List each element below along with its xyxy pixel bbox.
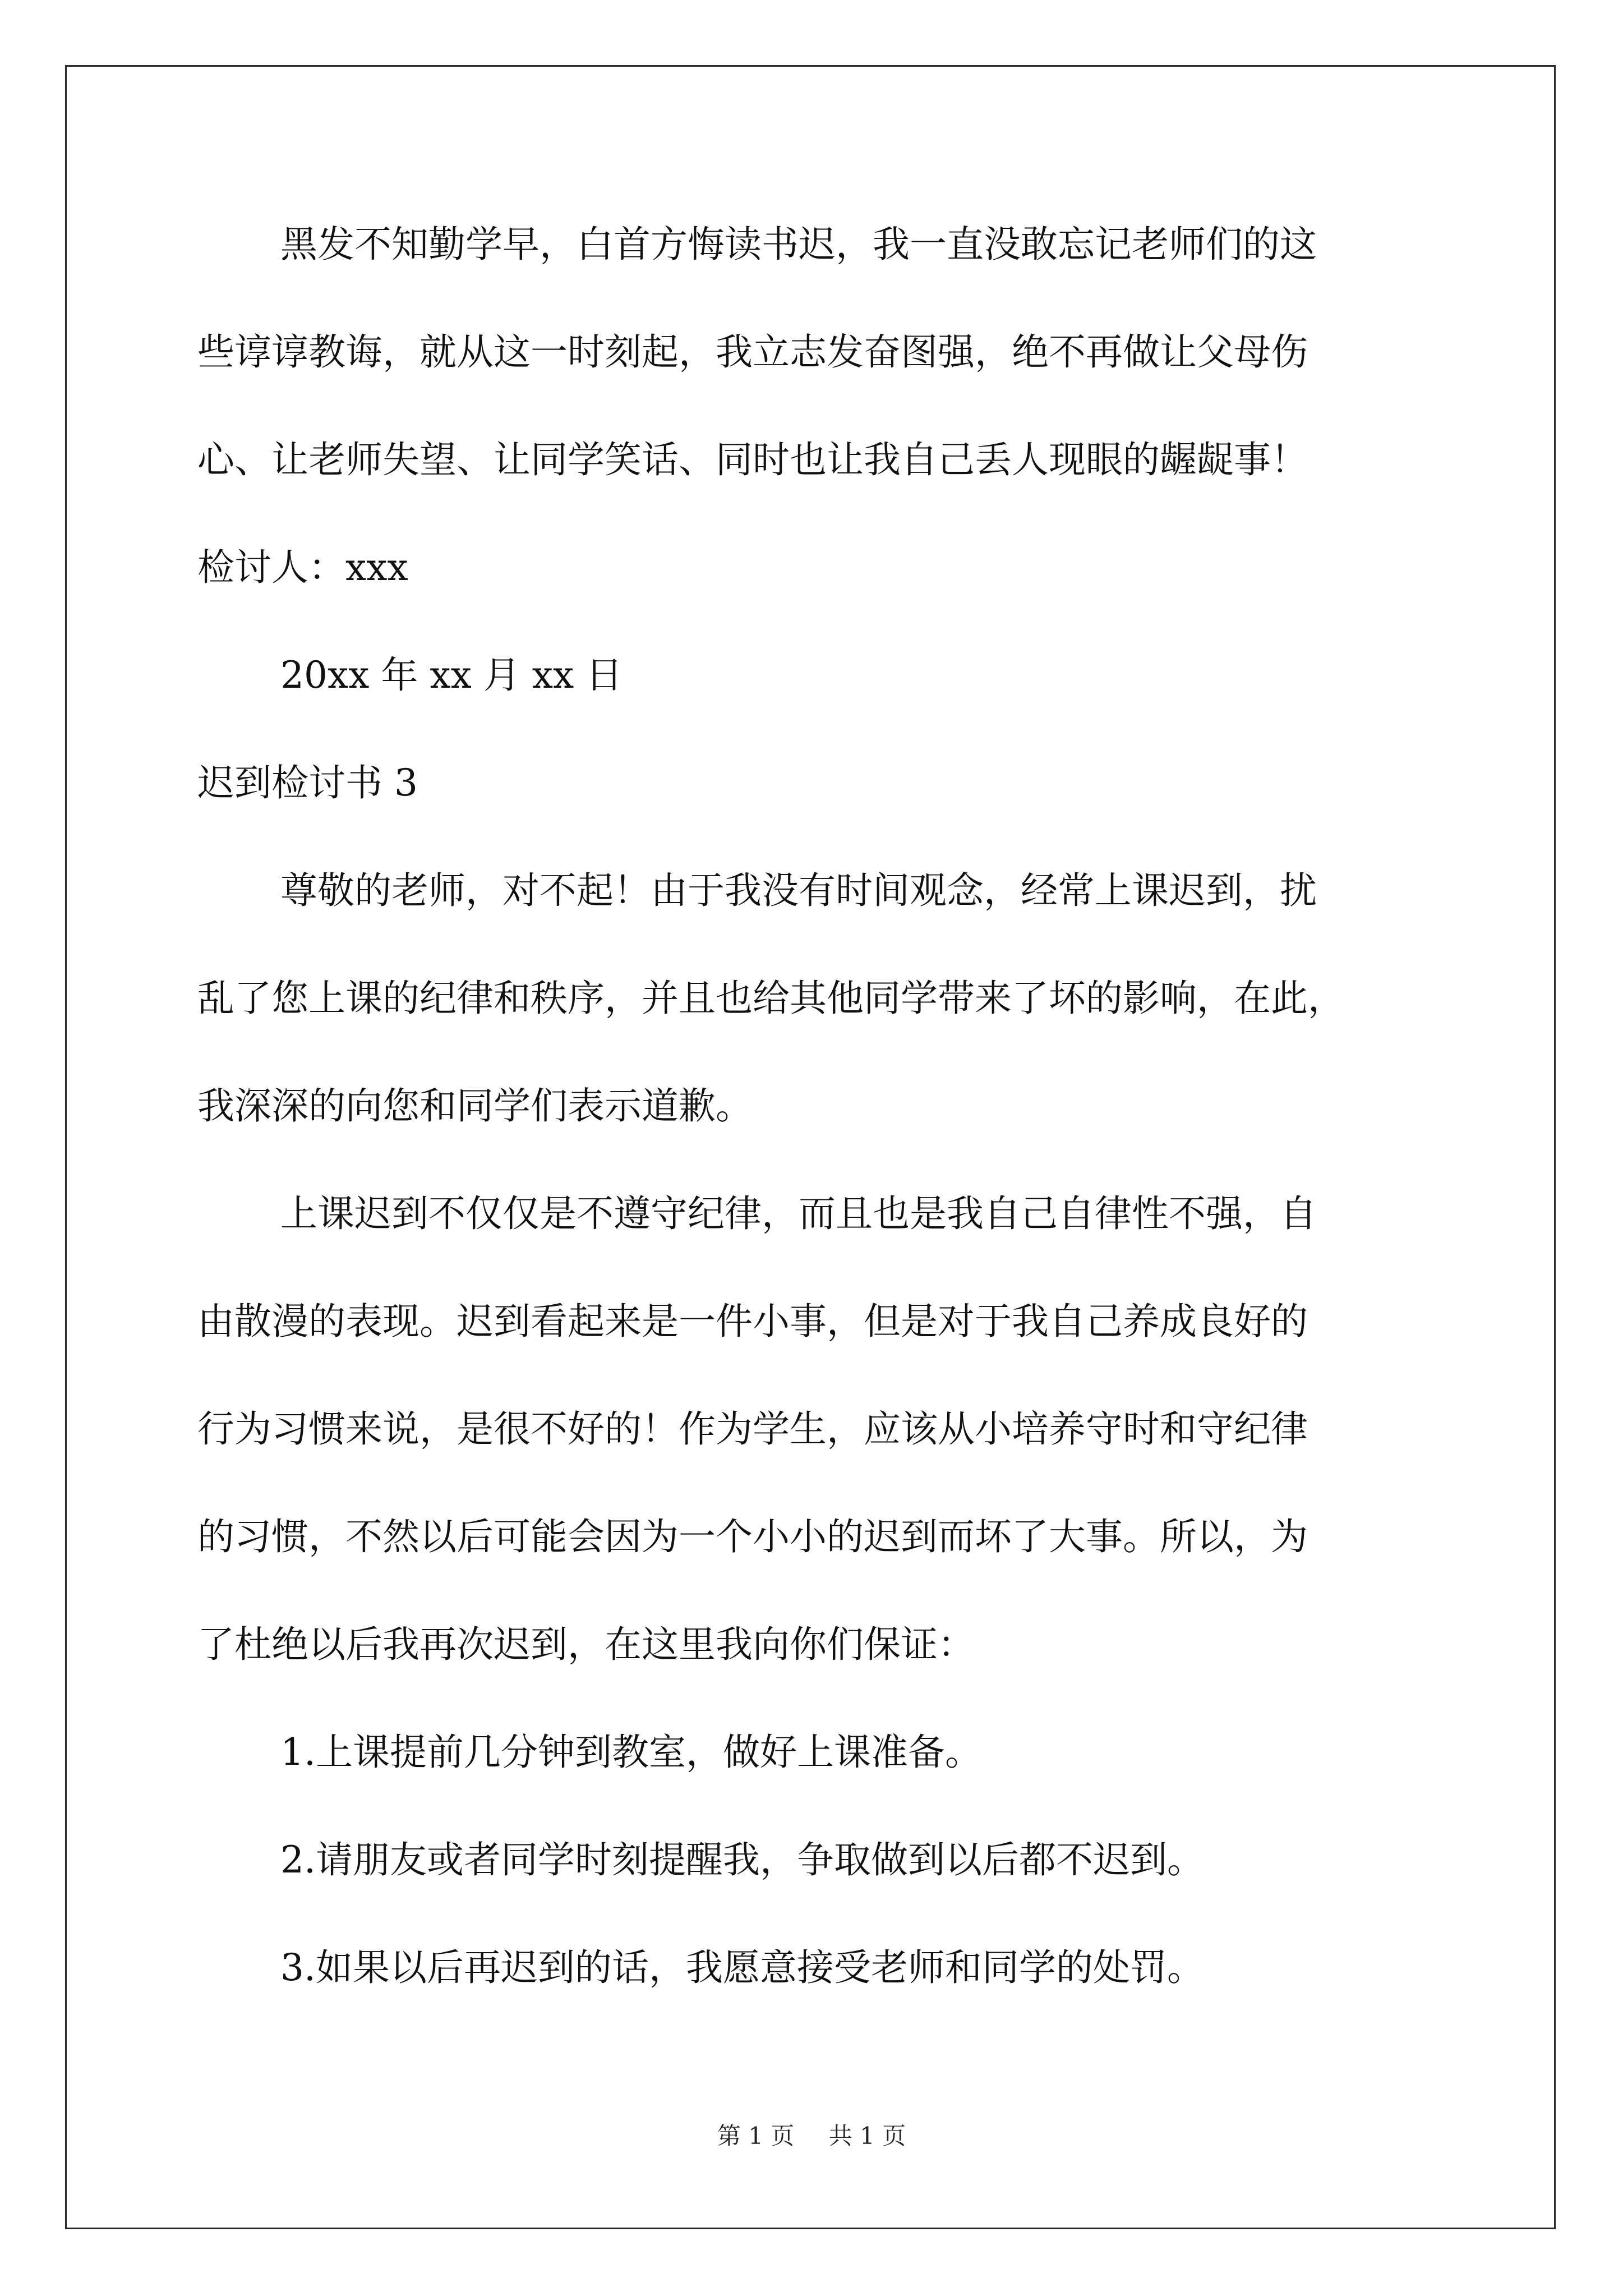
text-line: 由散漫的表现。迟到看起来是一件小事，但是对于我自己养成良好的 [197, 1300, 1308, 1343]
text-line: 的习惯，不然以后可能会因为一个小小的迟到而坏了大事。所以，为 [197, 1515, 1308, 1558]
text-line: 黑发不知勤学早，白首方悔读书迟，我一直没敢忘记老师们的这 [280, 223, 1317, 266]
date-line: 20xx 年 xx 月 xx 日 [280, 654, 623, 697]
text-line: 心、让老师失望、让同学笑话、同时也让我自己丢人现眼的龌龊事！ [197, 438, 1308, 481]
list-item: 1.上课提前几分钟到教室，做好上课准备。 [280, 1731, 982, 1774]
page-footer [0, 2119, 1623, 2153]
text-line: 些谆谆教诲，就从这一时刻起，我立志发奋图强，绝不再做让父母伤 [197, 330, 1308, 374]
text-line: 行为习惯来说，是很不好的！作为学生，应该从小培养守时和守纪律 [197, 1407, 1308, 1451]
section-heading: 迟到检讨书 3 [197, 761, 418, 804]
list-item: 3.如果以后再迟到的话，我愿意接受老师和同学的处罚。 [280, 1946, 1204, 1989]
text-line: 尊敬的老师，对不起！由于我没有时间观念，经常上课迟到，扰 [280, 869, 1317, 912]
signer-line: 检讨人：xxx [197, 546, 408, 589]
list-item: 2.请朋友或者同学时刻提醒我，争取做到以后都不迟到。 [280, 1838, 1204, 1881]
text-line: 乱了您上课的纪律和秩序，并且也给其他同学带来了坏的影响，在此， [197, 977, 1345, 1020]
document-body [197, 191, 1465, 2022]
text-line: 上课迟到不仅仅是不遵守纪律，而且也是我自己自律性不强，自 [280, 1192, 1317, 1235]
page-number-total: 共 1 页 [828, 2122, 906, 2150]
page-number-current: 第 1 页 [717, 2122, 795, 2150]
text-line: 我深深的向您和同学们表示道歉。 [197, 1084, 753, 1128]
text-line: 了杜绝以后我再次迟到，在这里我向你们保证： [197, 1623, 975, 1666]
